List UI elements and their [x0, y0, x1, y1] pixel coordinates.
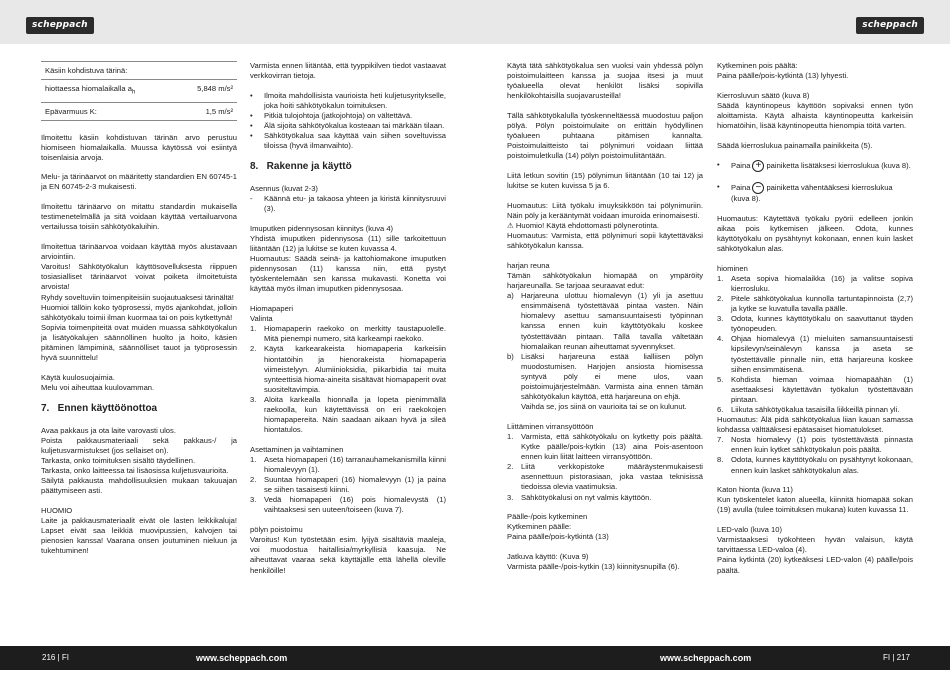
website-link-right[interactable]: www.scheppach.com [660, 653, 752, 663]
paragraph: Ilmoitettu tärinäarvo on mitattu standardin mukaisella testimenetelmällä ja sitä voidaan käyttää vertailuarvona vertailussa toisiin sähkötyökaluihin. [41, 202, 237, 232]
paragraph: Kierrosluvun säätö (kuva 8) Säädä käyntinopeus käyttöön sopivaksi ennen työn aloittamista. Käytä alhaista käyntinopeutta karkeisiin hiomatöihin, lisää käyntinopeutta hienompia töitä varten. [717, 90, 913, 131]
scheppach-logo-right: scheppach [856, 17, 924, 34]
list-item: • Älä sijoita sähkötyökalua kosteaan tai märkään tilaan. [250, 121, 445, 131]
paragraph: Säädä kierroslukua painamalla painikkeita (5). [717, 140, 873, 150]
dash-list [250, 194, 446, 214]
website-link-left[interactable]: www.scheppach.com [196, 653, 288, 663]
list-item: 6. Liikuta sähkötyökalua tasaisilla liikkeillä pinnan yli. [717, 405, 900, 414]
bullet-list [250, 91, 446, 152]
list-item: 4. Ohjaa hiomalevyä (1) mieluiten samansuuntaisesti kipsilevyn/seinälevyn kanssa ja aseta se työstettävälle pinnalle niin, että harjareuna koskee siihen ensimmäisenä. [717, 334, 913, 374]
vibration-table [41, 61, 237, 121]
numbered-list [507, 432, 703, 503]
column-1 [41, 61, 237, 643]
paragraph: hiominen [717, 263, 748, 273]
paragraph: Katon hionta (kuva 11) Kun työskentelet katon alueella, kiinnitä hiomapää sokan (19) avulla (tulee toimituksen mukana) kuten kuvassa 11. [717, 485, 913, 515]
paragraph: Liitä letkun sovitin (15) pölynimun liitäntään (10 tai 12) ja lukitse se kuten kuvissa 5 ja 6. [507, 171, 703, 191]
paragraph: Käytä tätä sähkötyökalua sen vuoksi vain yhdessä pölyn poistoimulaitteen kanssa ja suojaa itsesi ja muut työalueella olevat henkilöt lisäksi sopivilla henkilökohtaisilla suojavarusteilla! [507, 61, 703, 101]
numbered-list [717, 435, 913, 475]
paragraph: Asennus (kuvat 2-3) [250, 183, 318, 193]
list-item: 8. Odota, kunnes käyttötyökalu on pysähtynyt kokonaan, ennen kuin lasket sähkötyökalun alas. [717, 455, 913, 475]
list-item: 2. Liitä verkkopistoke määräystenmukaisesti asennettuun pistorasiaan, joka vastaa teknisissä tiedoissa olevia vaatimuksia. [507, 462, 703, 492]
numbered-list [250, 455, 446, 516]
paragraph: LED-valo (kuva 10) Varmistaaksesi työkohteen hyvän valaisun, käytä tarvittaessa LED-valoa (4). Paina kytkintä (20) kytkeäksesi LED-valon (4) päälle/pois päältä. [717, 525, 913, 575]
list-item: 2. Suuntaa hiomapaperi (16) hiomalevyyn (1) ja paina se siihen tasaisesti kiinni. [250, 475, 446, 495]
paragraph: Varmista ennen liitäntää, että tyyppikilven tiedot vastaavat verkkovirran tietoja. [250, 61, 446, 81]
numbered-list [250, 324, 446, 435]
paragraph: HUOMIO Laite ja pakkausmateriaalit eivät ole lasten leikkikaluja! Lapset eivät saa leikkiä muovipussien, kalvojen tai pienosien kanssa! Vaarana onsen joutuminen nieluun ja tukehtuminen! [41, 505, 237, 556]
list-item: b) Lisäksi harjareuna estää lialliisen pölyn muodostumisen. Harjojen ansiosta hiomisessa syntyvä pöly ei mene ulos, vaan poistoimujärjestelmään. Varmista aina ennen tämän sähkötyökalun käyttöä, että harjareuna on ehjä. Vaihda se, jos siinä on vaurioita tai se on kulunut. [507, 351, 703, 412]
list-item: • Sähkötyökalua saa käyttää vain siihen soveltuvissa tiloissa (hyvä ilmanvaihto). [250, 131, 446, 151]
list-item: • Ilmoita mahdollisista vaurioista heti kuljetusyritykselle, joka hoiti sähkötyökalun toimituksen. [250, 90, 446, 110]
section-heading-7: 7. Ennen käyttöönottoa [41, 402, 158, 414]
list-item: 5. Kohdista hieman voimaa hiomapäähän (1) asettaaksesi käytettävän työkalun työstettävään pintaan. [717, 374, 913, 404]
column-3 [507, 61, 703, 643]
list-item: 2. Pitele sähkötyökalua kunnolla tartuntapinnoista (2,7) ja kytke se kuvatulla tavalla päälle. [717, 293, 913, 314]
paragraph: Huomautus: Liitä työkalu imuyksikköön tai pölynimuriin. Näin pöly ja kerääntymät voidaan imuroida erinomaisesti. ⚠ Huomio! Käytä ehdottomasti pölynerotinta. Huomautus: Varmista, että pölynimuri sopii käytettäväksi sähkötyökalun kanssa. [507, 200, 703, 251]
list-item: 3. Odota, kunnes käyttötyökalu on saavuttanut täyden työnopeuden. [717, 314, 913, 334]
list-item: a) Harjareuna ulottuu hiomalevyn (1) yli ja asettuu ensimmäisenä työstettävää pintaa vasten. Näin hiomalevy asettuu samansuuntaisesti työpinnan kanssa ennen kuin käyttötyökalu koskee työstettävään pintaan. Tällä tavalla vältetään hiomalaikan reunan aiheuttamat syvennykset. [507, 291, 703, 351]
list-item: 7. Nosta hiomalevy (1) pois työstettävästä pinnasta ennen kuin kytket sähkötyökalun pois päältä. [717, 435, 913, 455]
table-row: hiottaessa hiomalaikalla $a_h$ 5,848 m/s² [41, 80, 237, 103]
paragraph: Päälle-/pois kytkeminen Kytkeminen päälle: Paina päälle/pois-kytkintä (13) [507, 512, 609, 542]
list-item: 2. Käytä karkearakeista hiomapaperia karkeisiin hiontatöihin ja hienorakeista hiomapaperia viimeistelyyn. Alumiinioksidia, piikarbidia tai muita synteettisiä hioma-aineita sisältävät hiomapaperit ovat suositeltavimpia. [250, 344, 446, 394]
paragraph: pölyn poistoimu Varoitus! Kun työstetään esim. lyijyä sisältäviä maaleja, voi muodostua haitallisia/myrkyllisiä kaasuja. Ne aiheuttavat vaaraa sekä käyttäjälle että lähellä oleville henkilöille! [250, 525, 446, 575]
paragraph: Kytkeminen pois päältä: Paina päälle/pois-kytkintä (13) lyhyesti. [717, 61, 849, 81]
list-item: 1. Aseta hiomapaperi (16) tarranauhamekanismilla kiinni hiomalevyyn (1). [250, 454, 446, 475]
paragraph: Ilmoitettua tärinäarvoa voidaan käyttää myös alustavaan arviointiin. Varoitus! Sähkötyökalun käyttösovelluksesta riippuen tosiasialliset tärinäarvot voivat poiketa ilmoitetuista arvoista! Ryhdy soveltuviin toimenpiteisiin suojautuaksesi tärinältä! Huomioi tällöin koko työprosessi, myös ajankohdat, jolloin sähkötyökalu toimii ilman kuormaa tai on pois kytkettynä! Sopivia toimenpiteitä ovat muiden muassa sähkötyökalun ja lisätyökalujen säännöllinen huolto ja hoito, käsien pitäminen lämpiminä, säännölliset tauot ja työprosessin hyvä suunnittelu! [41, 242, 237, 363]
paragraph: Asettaminen ja vaihtaminen [250, 444, 344, 454]
paragraph: Avaa pakkaus ja ota laite varovasti ulos. Poista pakkausmateriaali sekä pakkaus-/ ja kuljetusvarmistukset (jos sellaiset on). Tarkasta, onko toimituksen sisältö täydellinen. Tarkasta, onko laitteessa tai lisäosissa kuljetusvaurioita. Säilytä pakkausta mahdollisuuksien mukaan takuuajan päättymiseen asti. [41, 425, 237, 496]
paragraph: Imuputken pidennysosan kiinnitys (kuva 4) Yhdistä imuputken pidennysosa (11) sille tarkoitettuun liitäntään (12) ja lukitse se kuten kuvassa 4. Huomautus: Säädä seinä- ja kattohiomakone imuputken pidennysosan (11) kanssa niin, että pystyt työskentelemään sen kanssa mukavasti. Konetta voi käyttää myös ilman imuputken pidennysosaa. [250, 223, 446, 294]
paragraph: Jatkuva käyttö: (Kuva 9) Varmista päälle-/pois-kytkin (13) kiinnitysnupilla (6). [507, 552, 680, 572]
list-item: 3. Vedä hiomapaperi (16) pois hiomalevystä (1) vaihtaaksesi sen uuteen/toiseen (kuva 7). [250, 495, 446, 515]
paragraph: Hiomapaperi Valinta [250, 304, 294, 324]
column-2 [250, 61, 446, 643]
list-item: • Pitkiä tulojohtoja (jatkojohtoja) on vältettävä. [250, 110, 413, 120]
page-number-left: 216 | FI [42, 653, 69, 662]
top-header-bar [0, 0, 950, 44]
lettered-list [507, 291, 703, 412]
paragraph: Huomautus: Käytettävä työkalu pyörii edelleen jonkin aikaa pois kytkemisen jälkeen. Odota, kunnes käyttötyökalu on pysähtynyt kokonaan, ennen kuin lasket sähkötyökalun alas. [717, 213, 913, 253]
table-row: Käsiin kohdistuva tärinä: [41, 62, 237, 80]
list-item: • Paina + painiketta lisätäksesi kierroslukua (kuva 8). [717, 160, 911, 172]
paragraph: Tällä sähkötyökalulla työskenneltäessä muodostuu paljon pölyä. Pölyn poistoimulaite on erittäin hyödyllinen työalueen puhtaana pitämisen kannalta. Poistoimulaitteisto tai pölynimuri voidaan liittää poistoimuletkulla (14) pölyn poistoimuliitäntään. [507, 110, 703, 161]
list-item: 1. Aseta sopiva hiomalaikka (16) ja valitse sopiva kierrosluku. [717, 273, 913, 293]
section-heading-8: 8. Rakenne ja käyttö [250, 160, 352, 172]
minus-button-icon: − [752, 182, 764, 194]
paragraph: Melu- ja tärinäarvot on määritetty standardien EN 60745-1 ja EN 60745-2-3 mukaisesti. [41, 172, 237, 192]
scheppach-logo-left: scheppach [26, 17, 94, 34]
list-item: 1. Varmista, että sähkötyökalu on kytketty pois päältä. Kytke päälle/pois-kytkin (13) aina Pois-asentoon ennen kuin liität laitteen virransyöttöön. [507, 431, 703, 462]
paragraph: Käytä kuulosuojaimia. Melu voi aiheuttaa kuulovamman. [41, 372, 155, 392]
plus-button-icon: + [752, 160, 764, 172]
column-4 [717, 61, 913, 643]
list-item: • Paina − painiketta vähentääksesi kierroslukua (kuva 8). [717, 182, 893, 204]
numbered-list [717, 274, 913, 415]
paragraph: Ilmoitettu käsiin kohdistuvan tärinän arvo perustuu hiomiseen hiomalaikalla. Muussa käytössä voi esiintyä toisenlaisia arvoja. [41, 132, 237, 162]
list-item: 3. Sähkötyökalusi on nyt valmis käyttöön. [507, 492, 652, 502]
list-item: 3. Aloita karkealla hionnalla ja lopeta pienimmällä raekoolla, kun käytettävissä on eri raekokojen hiomapapereita. Näin saadaan aikaan hyvä ja sileä hiontatulos. [250, 394, 446, 435]
list-item: - Käännä etu- ja takaosa yhteen ja kiristä kiinnitysruuvi (3). [250, 194, 446, 214]
paragraph: Liittäminen virransyöttöön [507, 421, 594, 431]
paragraph: Huomautus: Älä pidä sähkötyökalua liian kauan samassa kohdassa välttääksesi epätasaiset hiomatulokset. [717, 415, 913, 435]
list-item: 1. Hiomapaperin raekoko on merkitty taustapuolelle. Mitä pienempi numero, sitä karkeampi raekoko. [250, 324, 446, 344]
table-row: Epävarmuus K: 1,5 m/s² [41, 103, 237, 121]
footer-bar [0, 646, 950, 670]
paragraph: harjan reuna Tämän sähkötyökalun hiomapää on ympäröity harjareunalla. Se tarjoaa seuraavat edut: [507, 260, 703, 291]
page-number-right: FI | 217 [883, 653, 910, 662]
